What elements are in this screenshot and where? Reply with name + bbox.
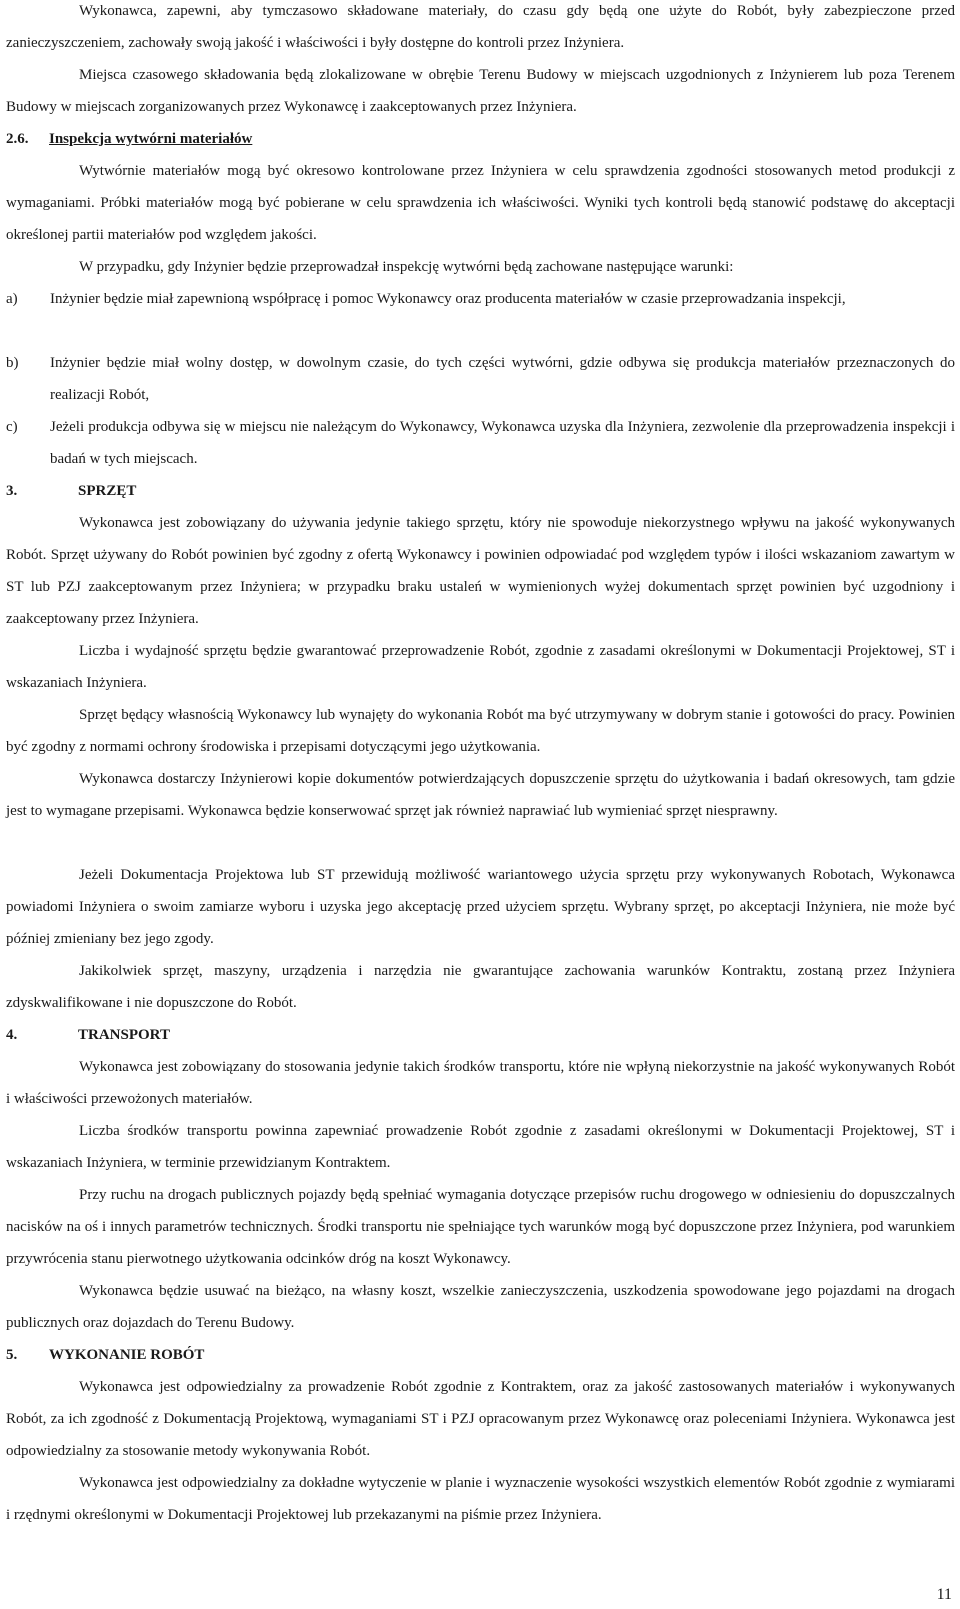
section-heading-5 <box>6 1339 204 1371</box>
paragraph: Przy ruchu na drogach publicznych pojazdy będą spełniać wymagania dotyczące przepisów ruchu drogowego w odniesieniu do dopuszczalnych nacisków na oś i innych parametrów technicznych. Środki transportu nie spełniające tych warunków mogą być dopuszczone przez Inżyniera, pod warunkiem przywrócenia stanu pierwotnego użytkowania odcinków dróg na koszt Wykonawcy. <box>6 1187 955 1267</box>
paragraph: Wykonawca dostarczy Inżynierowi kopie dokumentów potwierdzających dopuszczenie sprzętu do użytkowania i badań okresowych, tam gdzie jest to wymagane przepisami. Wykonawca będzie konserwować sprzęt jak również naprawiać lub wymieniać sprzęt niesprawny. <box>6 771 955 819</box>
paragraph: Sprzęt będący własnością Wykonawcy lub wynajęty do wykonania Robót ma być utrzymywany w dobrym stanie i gotowości do pracy. Powinien być zgodny z normami ochrony środowiska i przepisami dotyczącymi jego użytkowania. <box>6 707 955 755</box>
section-heading-3 <box>6 475 136 507</box>
section-title: TRANSPORT <box>78 1027 170 1043</box>
list-item-text: Inżynier będzie miał wolny dostęp, w dowolnym czasie, do tych części wytwórni, gdzie odbywa się produkcja materiałów przeznaczonych do realizacji Robót, <box>50 355 955 403</box>
section-number: 2.6. <box>6 131 29 147</box>
section-heading-2-6 <box>6 123 252 155</box>
paragraph: Wykonawca jest odpowiedzialny za dokładne wytyczenie w planie i wyznaczenie wysokości wszystkich elementów Robót zgodnie z wymiarami i rzędnymi określonymi w Dokumentacji Projektowej lub przekazanymi na piśmie przez Inżyniera. <box>6 1475 955 1523</box>
paragraph: Liczba środków transportu powinna zapewniać prowadzenie Robót zgodnie z zasadami określonymi w Dokumentacji Projektowej, ST i wskazaniach Inżyniera, w terminie przewidzianym Kontraktem. <box>6 1123 955 1171</box>
list-marker: a) <box>6 291 18 307</box>
section-number: 5. <box>6 1347 18 1363</box>
paragraph: Miejsca czasowego składowania będą zlokalizowane w obrębie Terenu Budowy w miejscach uzgodnionych z Inżynierem lub poza Terenem Budowy w miejscach zorganizowanych przez Wykonawcę i zaakceptowanych przez Inżyniera. <box>6 67 955 115</box>
list-item-a <box>6 283 955 315</box>
paragraph: Wykonawca jest zobowiązany do używania jedynie takiego sprzętu, który nie spowoduje niekorzystnego wpływu na jakość wykonywanych Robót. Sprzęt używany do Robót powinien być zgodny z ofertą Wykonawcy i powinien odpowiadać pod względem typów i ilości wskazaniom zawartym w ST lub PZJ zaakceptowanym przez Inżyniera; w przypadku braku ustaleń w wymienionych wyżej dokumentach sprzęt powinien być uzgodniony i zaakceptowany przez Inżyniera. <box>6 515 955 627</box>
paragraph: Jakikolwiek sprzęt, maszyny, urządzenia i narzędzia nie gwarantujące zachowania warunków Kontraktu, zostaną przez Inżyniera zdyskwalifikowane i nie dopuszczone do Robót. <box>6 963 955 1011</box>
list-item-text: Inżynier będzie miał zapewnioną współpracę i pomoc Wykonawcy oraz producenta materiałów w czasie przeprowadzania inspekcji, <box>50 291 846 307</box>
paragraph: Wykonawca będzie usuwać na bieżąco, na własny koszt, wszelkie zanieczyszczenia, uszkodzenia spowodowane jego pojazdami na drogach publicznych oraz dojazdach do Terenu Budowy. <box>6 1283 955 1331</box>
list-marker: c) <box>6 419 18 435</box>
paragraph: Wytwórnie materiałów mogą być okresowo kontrolowane przez Inżyniera w celu sprawdzenia zgodności stosowanych metod produkcji z wymaganiami. Próbki materiałów mogą być pobierane w celu sprawdzenia ich właściwości. Wyniki tych kontroli będą stanowić podstawę do akceptacji określonej partii materiałów pod względem jakości. <box>6 163 955 243</box>
paragraph: Liczba i wydajność sprzętu będzie gwarantować przeprowadzenie Robót, zgodnie z zasadami określonymi w Dokumentacji Projektowej, ST i wskazaniach Inżyniera. <box>6 643 955 691</box>
paragraph: Wykonawca, zapewni, aby tymczasowo składowane materiały, do czasu gdy będą one użyte do Robót, były zabezpieczone przed zanieczyszczeniem, zachowały swoją jakość i właściwości i były dostępne do kontroli przez Inżyniera. <box>6 3 955 51</box>
list-item-b <box>6 347 955 411</box>
paragraph: W przypadku, gdy Inżynier będzie przeprowadzał inspekcję wytwórni będą zachowane następujące warunki: <box>79 259 734 275</box>
list-item-c <box>6 411 955 475</box>
section-number: 4. <box>6 1027 18 1043</box>
paragraph: Wykonawca jest zobowiązany do stosowania jedynie takich środków transportu, które nie wpłyną niekorzystnie na jakość wykonywanych Robót i właściwości przewożonych materiałów. <box>6 1059 955 1107</box>
section-title: SPRZĘT <box>78 483 137 499</box>
paragraph: Jeżeli Dokumentacja Projektowa lub ST przewidują możliwość wariantowego użycia sprzętu przy wykonywanych Robotach, Wykonawca powiadomi Inżyniera o swoim zamiarze wyboru i uzyska jego akceptację przed użyciem sprzętu. Wybrany sprzęt, po akceptacji Inżyniera, nie może być później zmieniany bez jego zgody. <box>6 867 955 947</box>
section-number: 3. <box>6 483 18 499</box>
section-title: WYKONANIE ROBÓT <box>49 1347 205 1363</box>
list-item-text: Jeżeli produkcja odbywa się w miejscu nie należącym do Wykonawcy, Wykonawca uzyska dla Inżyniera, zezwolenie dla przeprowadzenia inspekcji i badań w tych miejscach. <box>50 419 955 467</box>
section-title: Inspekcja wytwórni materiałów <box>49 131 253 147</box>
paragraph: Wykonawca jest odpowiedzialny za prowadzenie Robót zgodnie z Kontraktem, oraz za jakość zastosowanych materiałów i wykonywanych Robót, za ich zgodność z Dokumentacją Projektową, wymaganiami ST i PZJ opracowanym przez Wykonawcę oraz poleceniami Inżyniera. Wykonawca jest odpowiedzialny za stosowanie metody wykonywania Robót. <box>6 1379 955 1459</box>
list-marker: b) <box>6 355 19 371</box>
section-heading-4 <box>6 1019 170 1051</box>
page-number: 11 <box>936 1586 952 1603</box>
